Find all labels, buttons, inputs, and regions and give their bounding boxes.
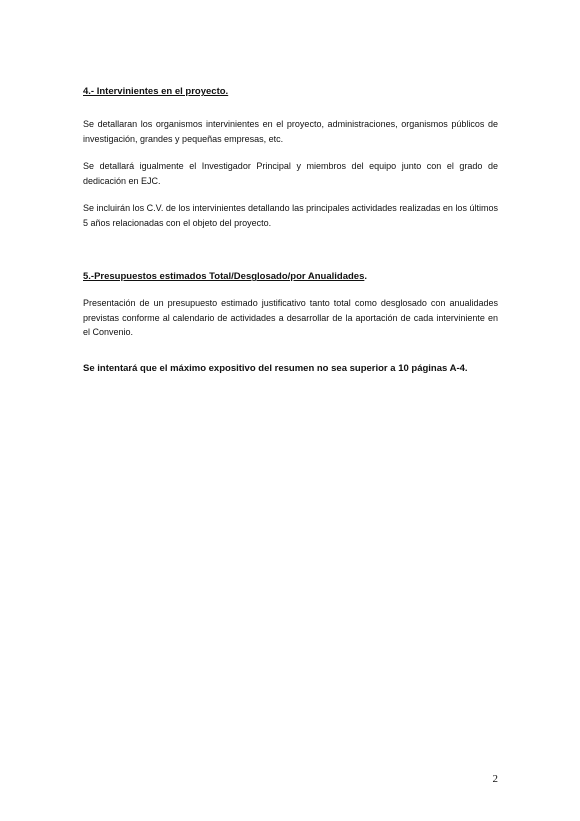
section-5-heading-tail: . (364, 271, 368, 282)
document-body (83, 86, 498, 376)
section-5-paragraph: Presentación de un presupuesto estimado justificativo tanto total como desglosado con anualidades previstas conforme al calendario de actividades a desarrollar de la aportación de cada interviniente en el Convenio. (83, 298, 498, 337)
page-number: 2 (492, 773, 498, 785)
length-note: Se intentará que el máximo expositivo del resumen no sea superior a 10 páginas A-4. (83, 362, 468, 374)
section-4-paragraph-2: Se detallará igualmente el Investigador Principal y miembros del equipo junto con el grado de dedicación en EJC. (83, 161, 498, 186)
section-4-heading (83, 86, 498, 98)
section-4-paragraph-1: Se detallaran los organismos intervinientes en el proyecto, administraciones, organismos públicos de investigación, grandes y pequeñas empresas, etc. (83, 119, 498, 144)
section-5-heading (83, 271, 498, 283)
section-4-heading-text: 4.- Intervinientes en el proyecto. (83, 86, 229, 97)
section-5-heading-text: 5.-Presupuestos estimados Total/Desglosado/por Anualidades (83, 271, 365, 282)
section-4-paragraph-3: Se incluirán los C.V. de los intervinientes detallando las principales actividades realizadas en los últimos 5 años relacionadas con el objeto del proyecto. (83, 203, 498, 228)
